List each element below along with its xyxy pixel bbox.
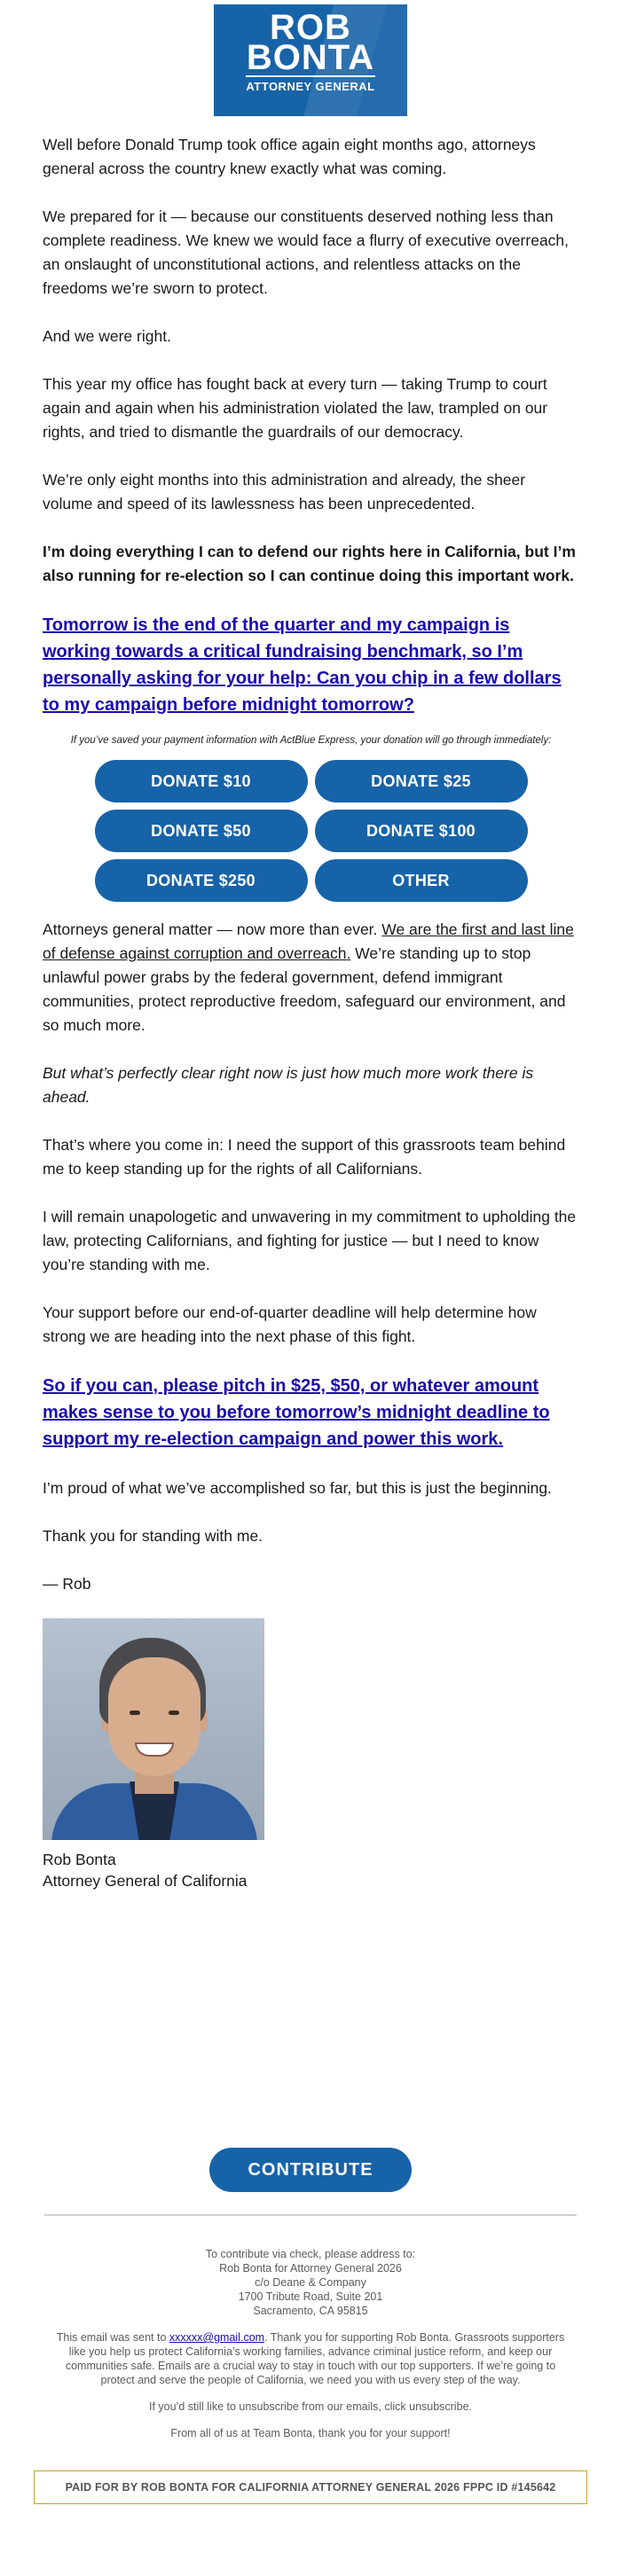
contribute-button[interactable]: CONTRIBUTE: [209, 2148, 412, 2192]
photo-eye: [169, 1711, 179, 1715]
pitch-in-link[interactable]: So if you can, please pitch in $25, $50, or whatever amount makes sense to you before tomorrow’s midnight deadline to support my re-election campaign and power this work.: [43, 1376, 550, 1449]
logo-subtitle: [214, 75, 407, 93]
address-line: 1700 Tribute Road, Suite 201: [238, 2290, 383, 2303]
donate-100-button[interactable]: DONATE $100: [315, 810, 528, 852]
sent-prefix: This email was sent to: [56, 2331, 169, 2344]
signature-block: [43, 1849, 579, 1891]
email-body: [43, 133, 579, 1891]
paragraph-text: We’re standing up to stop unlawful power grabs by the federal government, defend immigrant communities, protect reproductive freedom, safeguard our environment, and so much more.: [43, 944, 566, 1034]
address-line: c/o Deane & Company: [255, 2276, 366, 2289]
actblue-note: If you’ve saved your payment information with ActBlue Express, your donation will go through immediately:: [70, 735, 552, 746]
paragraph: We’re only eight months into this administration and already, the sheer volume and speed of its lawlessness has been unprecedented.: [43, 471, 526, 513]
donate-10-button[interactable]: DONATE $10: [95, 760, 308, 803]
logo-line1: ROB: [270, 8, 351, 47]
donate-25-button[interactable]: DONATE $25: [315, 760, 528, 803]
signature-name: Rob Bonta: [43, 1851, 116, 1868]
italic-paragraph: But what’s perfectly clear right now is just how much more work there is ahead.: [43, 1064, 534, 1106]
contribute-section: [0, 2148, 621, 2192]
underlined-text: We are the first and last line of defense against corruption and overreach.: [43, 920, 574, 962]
logo-line2: BONTA: [246, 38, 375, 77]
paragraph: Well before Donald Trump took office again eight months ago, attorneys general across the country knew exactly what was coming.: [43, 136, 536, 177]
paragraph: [43, 918, 579, 1037]
rob-bonta-photo: [43, 1618, 264, 1840]
photo-eye: [130, 1711, 140, 1715]
mailing-address: [53, 2247, 568, 2318]
paragraph: And we were right.: [43, 327, 171, 345]
paragraph: That’s where you come in: I need the support of this grassroots team behind me to keep standing up for the rights of all Californians.: [43, 1136, 566, 1178]
thanks-text: From all of us at Team Bonta, thank you for your support!: [170, 2427, 451, 2439]
check-intro: To contribute via check, please address to:: [205, 2248, 416, 2260]
donate-ask-link[interactable]: Tomorrow is the end of the quarter and my campaign is working towards a critical fundraising benchmark, so I’m personally asking for your help: Can you chip in a few dollars to my campaign before midnight tomorrow?: [43, 615, 562, 715]
sign-off: — Rob: [43, 1575, 91, 1593]
donate-50-button[interactable]: DONATE $50: [95, 810, 308, 852]
paragraph: We prepared for it — because our constituents deserved nothing less than complete readiness. We knew we would face a flurry of executive overreach, an onslaught of unconstitutional actions, and relentless attacks on the freedoms we’re sworn to protect.: [43, 207, 570, 297]
unsubscribe-text[interactable]: If you’d still like to unsubscribe from our emails, click unsubscribe.: [148, 2400, 473, 2413]
paragraph: This year my office has fought back at every turn — taking Trump to court again and again when his administration violated the law, trampled on our rights, and tried to dismantle the guardrails of our democracy.: [43, 375, 548, 441]
photo-face: [108, 1657, 200, 1776]
rob-bonta-logo: [214, 4, 407, 116]
donate-other-button[interactable]: OTHER: [315, 859, 528, 902]
bold-paragraph: I’m doing everything I can to defend our rights here in California, but I’m also running for re-election so I can continue doing this important work.: [43, 543, 576, 584]
signature-title: Attorney General of California: [43, 1872, 248, 1890]
address-line: Sacramento, CA 95815: [253, 2305, 368, 2317]
paragraph: Your support before our end-of-quarter deadline will help determine how strong we are heading into the next phase of this fight.: [43, 1304, 537, 1345]
donate-button-grid: [43, 760, 579, 902]
logo-subtitle-text: ATTORNEY GENERAL: [246, 75, 374, 93]
donate-250-button[interactable]: DONATE $250: [95, 859, 308, 902]
recipient-email-link[interactable]: xxxxxx@gmail.com: [169, 2331, 265, 2344]
paragraph-text: Attorneys general matter — now more than ever.: [43, 920, 382, 938]
paragraph: I will remain unapologetic and unwavering in my commitment to upholding the law, protecting Californians, and fighting for justice — but I need to know you’re standing with me.: [43, 1208, 577, 1273]
header: [0, 4, 621, 121]
sent-to-notice: [53, 2330, 568, 2387]
sent-suffix: . Thank you for supporting Rob Bonta. Grassroots supporters like you help us protect California’s working families, advance criminal justice reform, and keep our communities safe. Emails are a crucial way to stay in touch with our top supporters. If we’re going to protect and serve the people of California, we need you with us every step of the way.: [65, 2331, 565, 2386]
paragraph: I’m proud of what we’ve accomplished so far, but this is just the beginning.: [43, 1479, 552, 1497]
address-line: Rob Bonta for Attorney General 2026: [219, 2262, 402, 2275]
footer: [53, 2247, 568, 2440]
footer-divider: [44, 2214, 577, 2216]
paid-for-disclaimer: PAID FOR BY ROB BONTA FOR CALIFORNIA ATTORNEY GENERAL 2026 FPPC ID #145642: [34, 2470, 587, 2504]
paragraph: Thank you for standing with me.: [43, 1527, 263, 1545]
